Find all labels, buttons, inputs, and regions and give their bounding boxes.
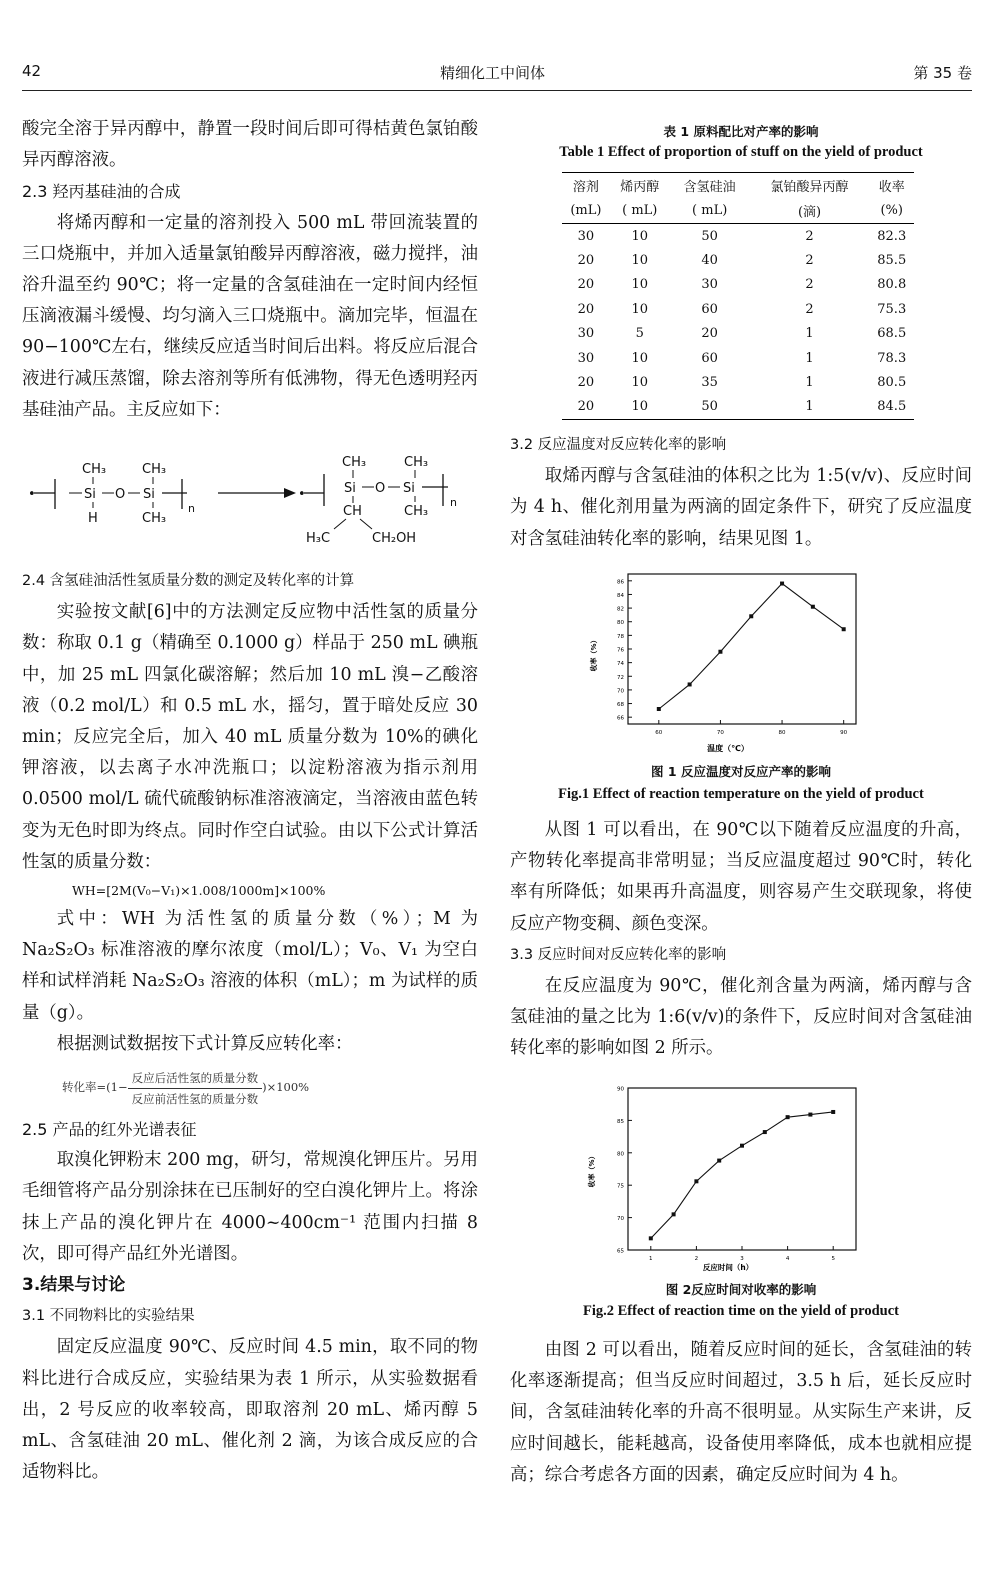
section-heading-2-4: 2.4 含氢硅油活性氢质量分数的测定及转化率的计算 [22,573,355,589]
fig1-x-axis-label: 温度（℃） [707,744,749,753]
y-tick-label: 74 [617,661,624,668]
fig1-y-axis-label: 收率（%） [590,636,598,672]
x-tick-label: 3 [740,1256,744,1262]
formula-lhs: 转化率=(1− [62,1080,128,1095]
table-row [562,273,914,297]
data-point [688,682,692,686]
paragraph: 取溴化钾粉末 200 mg，研匀，常规溴化钾压片。另用毛细管将产品分别涂抹在已压制好的空白溴化钾片上。将涂抹上产品的溴化钾片在 4000~400cm⁻¹ 范围内扫描 8 次，即可得产品红外光谱图。 [22,1150,478,1264]
table-cell: 2 [805,228,814,244]
table-unit: (滴) [750,198,870,224]
right-column-top [510,430,972,555]
table1-caption-en: Table 1 Effect of proportion of stuff on the yield of product [559,144,923,160]
x-tick-label: 80 [778,730,786,736]
paragraph: 式中：WH 为活性氢的质量分数（%）；M 为 Na₂S₂O₃ 标准溶液的摩尔浓度（mol/L）；V₀、V₁ 为空白样和试样消耗 Na₂S₂O₃ 溶液的体积（mL）；m 为试样的质量（g）。 [22,909,478,1023]
header-rule [22,90,972,91]
table-unit: (mL) [562,198,610,224]
formula-conversion [22,1060,478,1114]
data-point [749,614,753,618]
table-cell: 82.3 [877,228,907,244]
reaction-scheme [22,446,478,566]
table-cell: 2 [805,277,814,293]
section-heading-2-5: 2.5 产品的红外光谱表征 [22,1120,197,1140]
scheme-ch3: CH₃ [342,455,367,470]
table-cell: 10 [631,228,649,244]
y-tick-label: 85 [617,1118,624,1125]
scheme-si: Si [143,487,155,502]
figure2-caption-en: Fig.2 Effect of reaction time on the yield of product [583,1303,899,1319]
table-cell: 50 [701,228,718,244]
table-cell: 1 [805,326,814,342]
y-tick-label: 75 [617,1183,624,1190]
table-cell: 10 [610,395,670,420]
scheme-h3c: H₃C [306,531,331,546]
table-header: 含氢硅油 [670,173,750,199]
plot-frame [628,574,856,724]
table-cell: 78.3 [877,350,907,366]
formula-active-hydrogen: WH=[2M(V₀−V₁)×1.008/1000m]×100% [72,883,326,899]
table-cell: 75.3 [877,301,907,317]
y-tick-label: 76 [617,647,624,654]
scheme-o: O [115,487,126,502]
table-cell: 20 [562,395,610,420]
data-point [740,1144,744,1148]
y-tick-label: 70 [617,688,624,695]
data-point [672,1212,676,1216]
data-point [831,1110,835,1114]
fig2-y-axis-label: 收率（%） [588,1152,596,1188]
x-tick-label: 2 [694,1256,699,1262]
data-point [786,1115,790,1119]
y-tick-label: 80 [617,1151,624,1158]
table-unit: ( mL) [610,198,670,224]
table-cell: 20 [701,326,718,342]
figure1-caption-en: Fig.1 Effect of reaction temperature on the yield of product [558,786,924,802]
table-cell: 50 [670,395,750,420]
x-tick-label: 60 [655,730,663,736]
table-cell: 5 [635,326,644,342]
table-cell: 20 [577,253,595,269]
paragraph: 酸完全溶于异丙醇中，静置一段时间后即可得桔黄色氯铂酸异丙醇溶液。 [22,119,478,171]
table-cell: 68.5 [877,326,907,342]
y-tick-label: 82 [617,606,624,613]
scheme-ch: CH [343,504,362,519]
table-cell: 84.5 [869,395,914,420]
table-cell: 30 [577,326,595,342]
table-cell: 10 [631,253,649,269]
y-tick-label: 86 [617,579,624,586]
paragraph: 实验按文献[6]中的方法测定反应物中活性氢的质量分数：称取 0.1 g（精确至 0.1000 g）样品于 250 mL 碘瓶中，加 25 mL 四氯化碳溶解；然后加 10 mL 溴−乙酸溶液（0.2 mol/L）和 0.5 mL 水，摇匀，置于暗处反应 30 min；反应完全后，加入 40 mL 质量分数为 10%的碘化钾溶液，以去离子水冲洗瓶口；以淀粉溶液为指示剂用 0.0500 mol/L 硫代硫酸钠标准溶液滴定，当溶液由蓝色转变为无色时即为终点。同时作空白试验。由以下公式计算活性氢的质量分数： [22,602,478,872]
scheme-si: Si [344,481,356,496]
table-cell: 10 [631,277,649,293]
x-tick-label: 4 [785,1256,790,1262]
table-unit: ( mL) [670,198,750,224]
data-point [780,582,784,586]
series-line [659,584,844,709]
table-cell: 2 [805,253,814,269]
table-unit: (%) [869,198,914,224]
x-tick-label: 90 [840,730,848,736]
table-cell: 60 [701,350,718,366]
scheme-o: O [375,481,386,496]
data-point [717,1159,721,1163]
y-tick-label: 84 [617,592,624,599]
paragraph: 由图 2 可以看出，随着反应时间的延长，含氢硅油的转化率逐渐提高；但当反应时间超过，3.5 h 后，延长反应时间，含氢硅油转化率的升高不很明显。从实际生产来讲，反应时间越长，能耗越高，设备使用率降低，成本也就相应提高；综合考虑各方面的因素，确定反应时间为 4 h。 [510,1340,972,1485]
table-cell: 1 [805,350,814,366]
section-heading-3-1: 3.1 不同物料比的实验结果 [22,1308,195,1325]
formula-denominator: 反应前活性氢的质量分数 [131,1091,259,1106]
table-row [562,346,914,370]
table-header: 溶剂 [562,173,610,199]
table-cell: 10 [631,350,649,366]
data-point [763,1130,767,1134]
table-cell: 10 [631,301,649,317]
x-tick-label: 1 [649,1256,653,1262]
svg-text:•: • [28,487,36,502]
scheme-ch3: CH₃ [404,504,429,519]
paragraph: 从图 1 可以看出，在 90℃以下随着反应温度的升高，产物转化率提高非常明显；当反应温度超过 90℃时，转化率有所降低；如果再升高温度，则容易产生交联现象，将使反应产物变稠、颜色变深。 [510,820,972,934]
table-cell: 10 [631,375,649,391]
y-tick-label: 80 [617,620,624,627]
table-header: 收率 [869,173,914,199]
table-row [562,370,914,394]
table-cell: 85.5 [877,253,907,269]
table-cell: 30 [577,350,595,366]
figure1-caption-cn: 图 1 反应温度对反应产率的影响 [651,764,831,779]
table-cell: 80.8 [877,277,907,293]
volume-label: 第 35 卷 [913,64,972,82]
x-tick-label: 70 [716,730,724,736]
paragraph: 固定反应温度 90℃、反应时间 4.5 min，取不同的物料比进行合成反应，实验结果为表 1 所示，从实验数据看出，2 号反应的收率较高，即取溶剂 20 mL、烯丙醇 5 mL、含氢硅油 20 mL、催化剂 2 滴，为该合成反应的合适物料比。 [22,1337,478,1483]
table1-caption-cn: 表 1 原料配比对产率的影响 [663,124,819,139]
table-cell: 80.5 [877,375,907,391]
right-column-bottom [510,1335,972,1491]
scheme-h: H [88,511,98,526]
table-cell: 60 [701,301,718,317]
table-header: 烯丙醇 [610,173,670,199]
svg-text:•: • [298,487,306,502]
paragraph: 在反应温度为 90℃，催化剂含量为两滴，烯丙醇与含氢硅油的量之比为 1:6(v/v)的条件下，反应时间对含氢硅油转化率的影响如图 2 所示。 [510,976,972,1059]
table-cell: 20 [577,375,595,391]
table-row [562,297,914,321]
figure-2-chart [580,1080,880,1275]
scheme-ch3: CH₃ [142,511,167,526]
scheme-n: n [188,502,195,515]
left-column-cont [22,566,478,1488]
table-row [562,224,914,249]
table-cell: 1 [750,395,870,420]
section-heading-3-3: 3.3 反应时间对反应转化率的影响 [510,946,727,963]
scheme-n: n [450,496,457,509]
y-tick-label: 90 [617,1086,624,1093]
y-tick-label: 70 [617,1216,624,1223]
section-heading-3: 3.结果与讨论 [22,1275,126,1296]
journal-title: 精细化工中间体 [440,64,546,82]
data-point [808,1113,812,1117]
section-heading-2-3: 2.3 羟丙基硅油的合成 [22,182,181,202]
table-cell: 40 [701,253,718,269]
scheme-si: Si [403,481,415,496]
formula-rhs: )×100% [262,1080,310,1095]
table1 [562,172,914,420]
formula-numerator: 反应后活性氢的质量分数 [128,1070,263,1089]
y-tick-label: 66 [617,715,624,722]
data-point [811,605,815,609]
table-row [562,322,914,346]
table-row [562,248,914,272]
y-tick-label: 72 [617,674,624,681]
figure-1-chart [580,566,880,756]
data-point [649,1236,653,1240]
table-cell: 30 [701,277,718,293]
y-tick-label: 68 [617,702,624,709]
y-tick-label: 65 [617,1248,624,1255]
table-cell: 35 [701,375,718,391]
left-column [22,114,478,426]
paragraph: 根据测试数据按下式计算反应转化率： [56,1033,353,1054]
data-point [718,650,722,654]
data-point [842,627,846,631]
y-tick-label: 78 [617,633,624,640]
scheme-ch3: CH₃ [142,462,167,477]
table-header: 氯铂酸异丙醇 [750,173,870,199]
paragraph: 取烯丙醇与含氢硅油的体积之比为 1:5(v/v)、反应时间为 4 h、催化剂用量为两滴的固定条件下，研究了反应温度对含氢硅油转化率的影响，结果见图 1。 [510,466,972,549]
paragraph: 将烯丙醇和一定量的溶剂投入 500 mL 带回流装置的三口烧瓶中，并加入适量氯铂酸异丙醇溶液，磁力搅拌，油浴升温至约 90℃；将一定量的含氢硅油在一定时间内经恒压滴液漏斗缓慢、均匀滴入三口烧瓶中。滴加完毕，恒温在 90−100℃左右，继续反应适当时间后出料。将反应后混合液进行减压蒸馏，除去溶剂等所有低沸物，得无色透明羟丙基硅油产品。主反应如下： [22,212,478,420]
section-heading-3-2: 3.2 反应温度对反应转化率的影响 [510,437,727,453]
table-row [562,395,914,420]
scheme-ch3: CH₃ [404,455,429,470]
table-cell: 2 [805,301,814,317]
page-number: 42 [22,62,42,80]
right-column-mid [510,815,972,1065]
scheme-ch2oh: CH₂OH [372,531,417,546]
table-cell: 1 [805,375,814,391]
series-line [651,1112,833,1238]
scheme-si: Si [84,487,96,502]
table-cell: 20 [577,277,595,293]
figure2-caption-cn: 图 2反应时间对收率的影响 [665,1282,817,1297]
table-cell: 20 [577,301,595,317]
fig2-x-axis-label: 反应时间（h） [702,1263,754,1272]
data-point [694,1179,698,1183]
scheme-ch3: CH₃ [82,462,107,477]
data-point [657,707,661,711]
table-cell: 30 [577,228,595,244]
x-tick-label: 5 [831,1256,835,1262]
